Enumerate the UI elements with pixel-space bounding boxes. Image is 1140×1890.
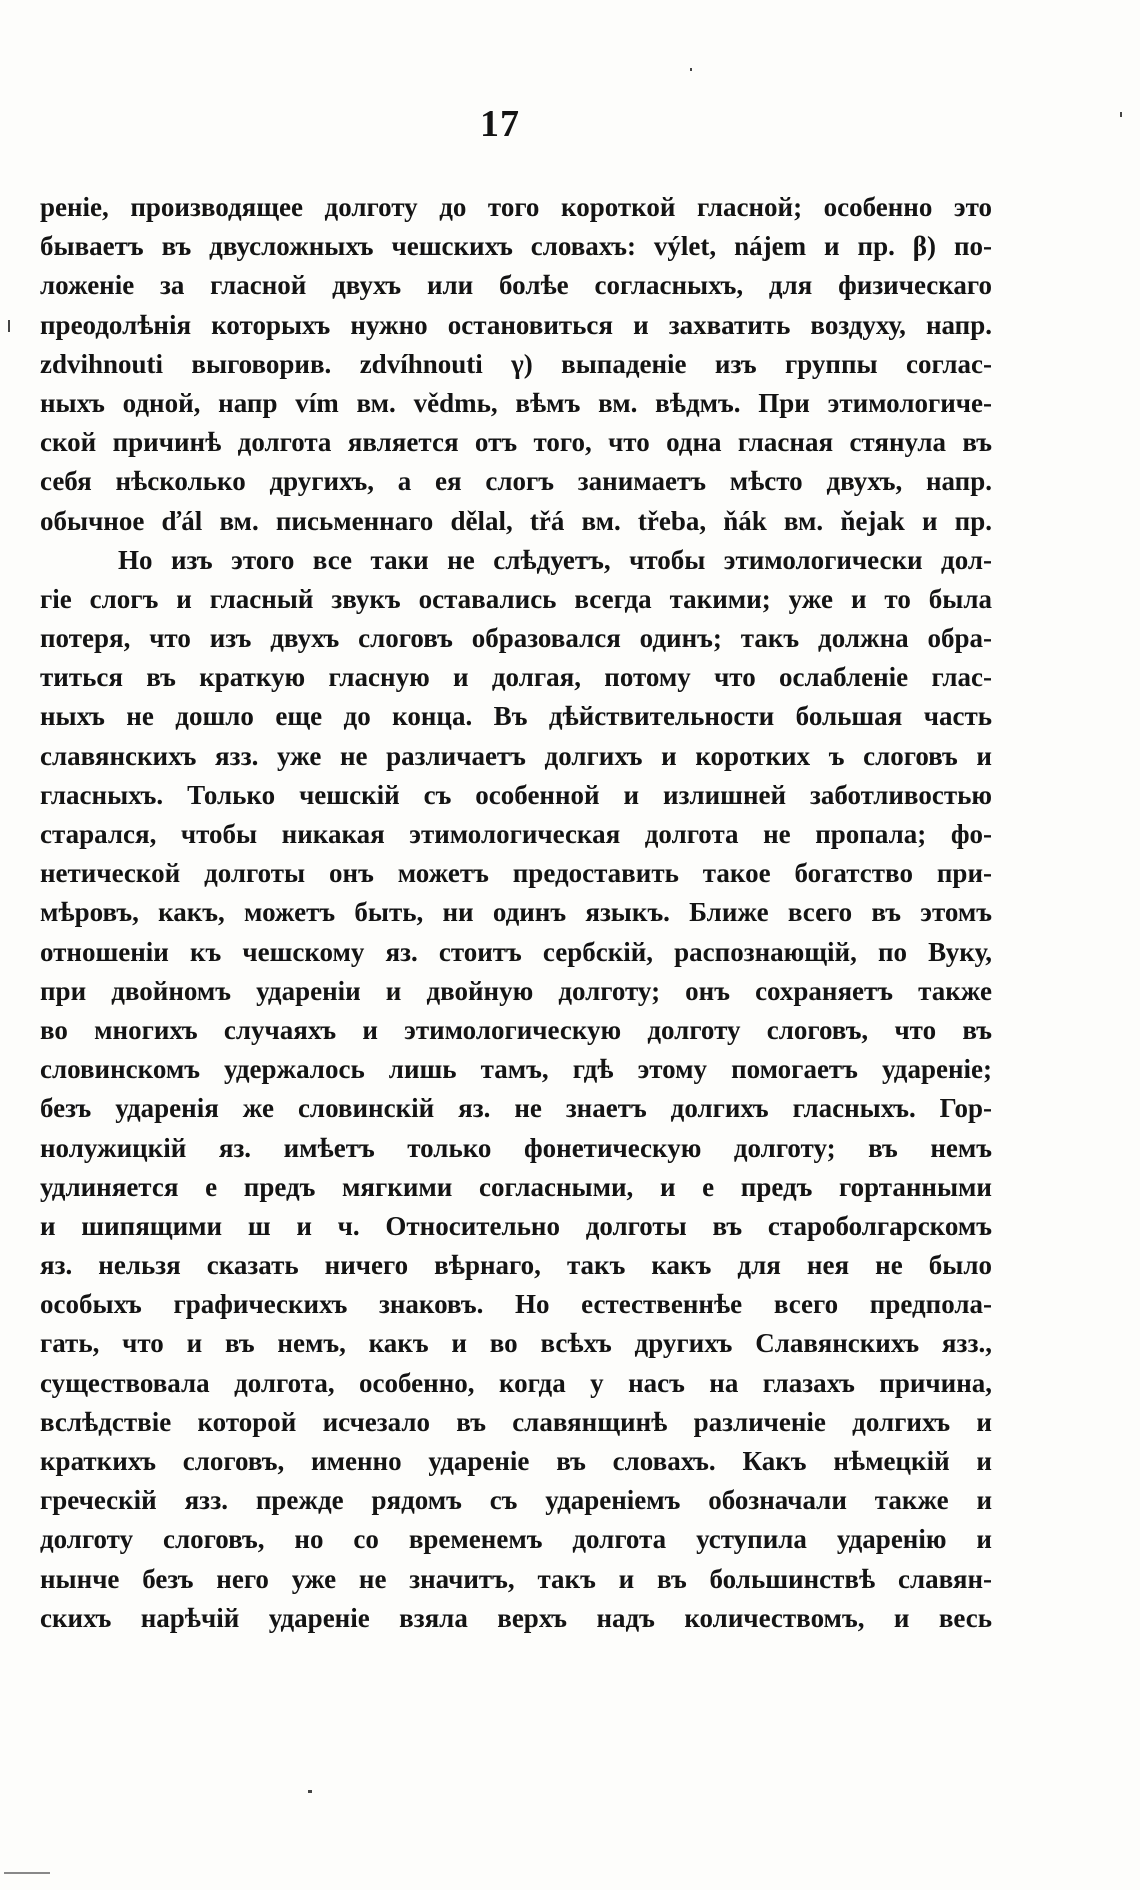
text-line: особыхъ графическихъ знаковъ. Но естественнѣе всего предпола- bbox=[40, 1289, 992, 1320]
text-line: гать, что и въ немъ, какъ и во всѣхъ другихъ Славянскихъ язз., bbox=[40, 1328, 992, 1359]
scan-speck bbox=[1120, 112, 1122, 117]
text-line: zdvihnouti выговорив. zdvíhnouti γ) выпаденіе изъ группы соглас- bbox=[40, 348, 992, 379]
text-line: бываетъ въ двусложныхъ чешскихъ словахъ: výlet, nájem и пр. β) по- bbox=[40, 231, 992, 262]
text-line: ской причинѣ долгота является отъ того, что одна гласная стянула въ bbox=[40, 427, 992, 458]
paragraph-start-line: Но изъ этого все таки не слѣдуетъ, чтобы этимологически дол- bbox=[118, 544, 992, 575]
text-line: вслѣдствіе которой исчезало въ славянщинѣ различеніе долгихъ и bbox=[40, 1406, 992, 1437]
text-line: долготу слоговъ, но со временемъ долгота уступила ударенію и bbox=[40, 1524, 992, 1555]
text-line: преодолѣнія которыхъ нужно остановиться и захватить воздуху, напр. bbox=[40, 309, 992, 340]
scan-speck bbox=[4, 1872, 50, 1874]
text-line: существовала долгота, особенно, когда у насъ на глазахъ причина, bbox=[40, 1367, 992, 1398]
text-line: ныхъ одной, напр vím вм. vědmь, вѣмъ вм. вѣдмъ. При этимологиче- bbox=[40, 387, 992, 418]
text-line: гласныхъ. Только чешскій съ особенной и излишней заботливостью bbox=[40, 779, 992, 810]
scan-speck bbox=[8, 320, 10, 332]
text-line: во многихъ случаяхъ и этимологическую долготу слоговъ, что въ bbox=[40, 1014, 992, 1045]
text-line: и шипящими ш и ч. Относительно долготы въ староболгарскомъ bbox=[40, 1210, 992, 1241]
text-line: славянскихъ язз. уже не различаетъ долгихъ и коротких ъ слоговъ и bbox=[40, 740, 992, 771]
text-line: словинскомъ удержалось лишь тамъ, гдѣ этому помогаетъ удареніе; bbox=[40, 1054, 992, 1085]
text-line: краткихъ слоговъ, именно удареніе въ словахъ. Какъ нѣмецкій и bbox=[40, 1446, 992, 1476]
text-line: удлиняется е предъ мягкими согласными, и е предъ гортанными bbox=[40, 1171, 992, 1202]
text-line: скихъ нарѣчій удареніе взяла верхъ надъ количествомъ, и весь bbox=[40, 1602, 992, 1633]
text-line: нетической долготы онъ можетъ предоставить такое богатство при- bbox=[40, 858, 992, 889]
text-line: безъ ударенія же словинскій яз. не знаетъ долгихъ гласныхъ. Гор- bbox=[40, 1093, 992, 1124]
scan-speck bbox=[308, 1790, 312, 1793]
text-line: реніе, производящее долготу до того короткой гласной; особенно это bbox=[40, 192, 992, 222]
text-line: старался, чтобы никакая этимологическая долгота не пропала; фо- bbox=[40, 819, 992, 849]
text-line: яз. нельзя сказать ничего вѣрнаго, такъ какъ для нея не было bbox=[40, 1250, 992, 1281]
text-line: титься въ краткую гласную и долгая, потому что ослабленіе глас- bbox=[40, 662, 992, 693]
page-body-text bbox=[40, 188, 992, 1638]
text-line: отношеніи къ чешскому яз. стоитъ сербскій, распознающій, по Вуку, bbox=[40, 936, 992, 967]
page-number: 17 bbox=[480, 103, 520, 145]
text-line: ложеніе за гласной двухъ или болѣе согласныхъ, для физическаго bbox=[40, 270, 992, 301]
text-line: мѣровъ, какъ, можетъ быть, ни одинъ языкъ. Ближе всего въ этомъ bbox=[40, 897, 992, 928]
text-line: обычное ďál вм. письменнаго dělal, třá вм. třeba, ňák вм. ňejak и пр. bbox=[40, 505, 992, 536]
text-line: гіе слогъ и гласный звукъ оставались всегда такими; уже и то была bbox=[40, 583, 992, 614]
scan-speck bbox=[690, 68, 692, 71]
text-line: потеря, что изъ двухъ слоговъ образовался одинъ; такъ должна обра- bbox=[40, 623, 992, 654]
text-line: греческій язз. прежде рядомъ съ удареніемъ обозначали также и bbox=[40, 1485, 992, 1516]
text-line: нолужицкій яз. имѣетъ только фонетическую долготу; въ немъ bbox=[40, 1132, 992, 1163]
text-line: нынче безъ него уже не значитъ, такъ и въ большинствѣ славян- bbox=[40, 1563, 992, 1594]
text-line: ныхъ не дошло еще до конца. Въ дѣйствительности большая часть bbox=[40, 701, 992, 732]
text-line: при двойномъ удареніи и двойную долготу; онъ сохраняетъ также bbox=[40, 975, 992, 1006]
text-line: себя нѣсколько другихъ, а ея слогъ занимаетъ мѣсто двухъ, напр. bbox=[40, 466, 992, 497]
